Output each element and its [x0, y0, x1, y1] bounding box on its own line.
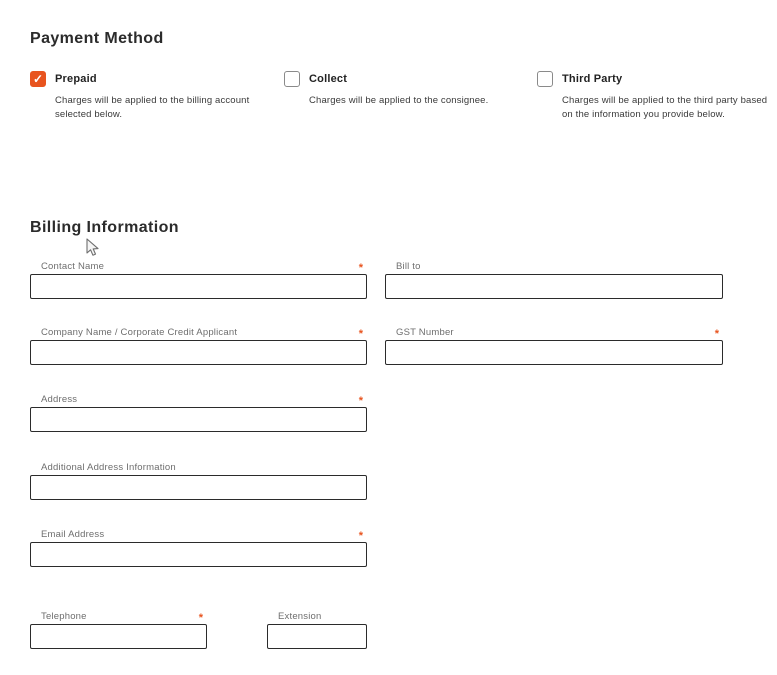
required-asterisk: *: [714, 328, 719, 340]
checkmark-icon: ✓: [32, 72, 44, 86]
email-address-label: Email Address: [41, 529, 105, 540]
billing-information-heading: Billing Information: [30, 219, 179, 236]
telephone-field: [30, 612, 207, 649]
contact-name-field: [30, 262, 367, 299]
company-name-input[interactable]: [30, 340, 367, 365]
bill-to-label: Bill to: [396, 261, 421, 272]
gst-number-input[interactable]: [385, 340, 723, 365]
prepaid-checkbox[interactable]: [30, 71, 46, 87]
third-party-checkbox[interactable]: [537, 71, 553, 87]
additional-address-label: Additional Address Information: [41, 462, 176, 473]
prepaid-description: Charges will be applied to the billing account selected below.: [55, 95, 250, 120]
contact-name-input[interactable]: [30, 274, 367, 299]
gst-number-label: GST Number: [396, 327, 454, 338]
mouse-cursor-icon: [85, 238, 99, 257]
extension-label: Extension: [278, 611, 322, 622]
company-name-label: Company Name / Corporate Credit Applicant: [41, 327, 238, 338]
required-asterisk: *: [358, 395, 363, 407]
payment-option-third-party: [537, 71, 774, 121]
bill-to-input[interactable]: [385, 274, 723, 299]
address-input[interactable]: [30, 407, 367, 432]
contact-name-label: Contact Name: [41, 261, 105, 272]
extension-input[interactable]: [267, 624, 367, 649]
telephone-input[interactable]: [30, 624, 207, 649]
third-party-description: Charges will be applied to the third party based on the information you provide below.: [562, 95, 768, 120]
required-asterisk: *: [358, 262, 363, 274]
third-party-label: Third Party: [562, 73, 623, 85]
telephone-label: Telephone: [41, 611, 87, 622]
prepaid-label: Prepaid: [55, 73, 97, 85]
collect-checkbox[interactable]: [284, 71, 300, 87]
required-asterisk: *: [198, 612, 203, 624]
email-address-field: [30, 530, 367, 567]
address-field: [30, 395, 367, 432]
extension-field: [267, 612, 367, 649]
address-label: Address: [41, 394, 78, 405]
payment-method-heading: Payment Method: [30, 30, 164, 47]
company-name-field: [30, 328, 367, 365]
gst-number-field: [385, 328, 723, 365]
bill-to-field: [385, 262, 723, 299]
required-asterisk: *: [358, 328, 363, 340]
email-address-input[interactable]: [30, 542, 367, 567]
additional-address-input[interactable]: [30, 475, 367, 500]
collect-description: Charges will be applied to the consignee.: [309, 95, 489, 106]
required-asterisk: *: [358, 530, 363, 542]
additional-address-field: [30, 463, 367, 500]
payment-option-prepaid: [30, 71, 253, 121]
payment-option-collect: [284, 71, 549, 108]
collect-label: Collect: [309, 73, 348, 85]
